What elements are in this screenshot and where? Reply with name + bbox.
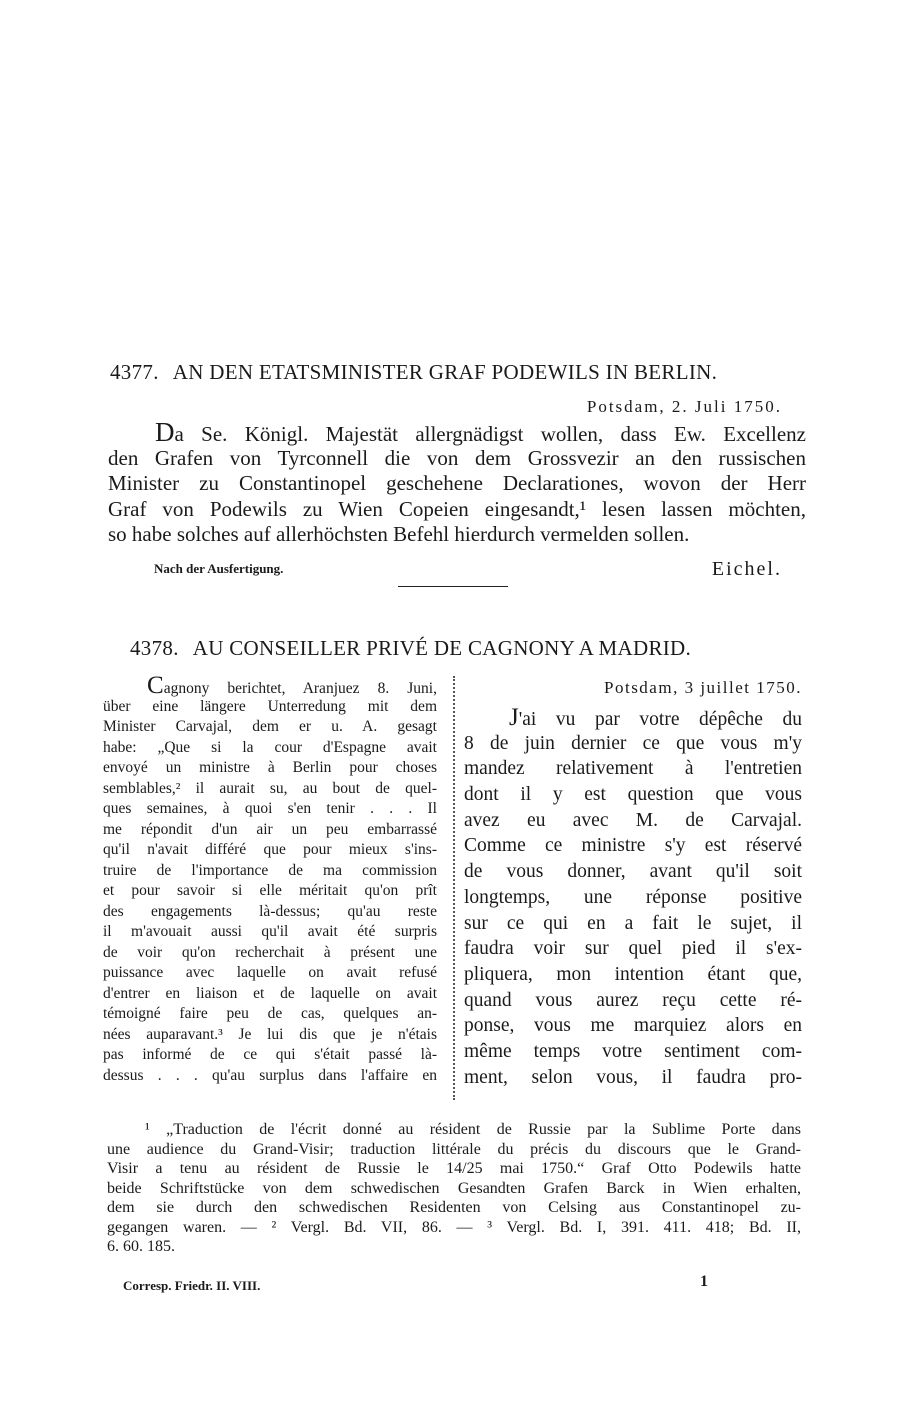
letter-4377-body bbox=[108, 417, 806, 548]
summary-line: d'entrer en liaison et de laquelle on avait bbox=[103, 984, 437, 1002]
summary-line: über eine längere Unterredung mit dem bbox=[103, 697, 437, 715]
summary-line: pas informé de ce qui s'était passé là- bbox=[103, 1046, 437, 1063]
body-line: ponse, vous me marquiez alors en bbox=[464, 1015, 802, 1037]
footnote-line: ¹ „Traduction de l'écrit donné au résident de Russie par la Sublime Porte dans bbox=[145, 1121, 801, 1138]
summary-line: de voir qu'on recherchait à présent une bbox=[103, 943, 437, 961]
summary-line: Minister Carvajal, dem er u. A. gesagt bbox=[103, 718, 437, 735]
sheet-number: 1 bbox=[700, 1273, 708, 1290]
body-line: longtemps, une réponse positive bbox=[464, 886, 802, 908]
summary-line: dessus . . . qu'au surplus dans l'affaire en bbox=[103, 1066, 437, 1084]
body-line: quand vous aurez reçu cette ré- bbox=[464, 989, 802, 1011]
body-line: mandez relativement à l'entretien bbox=[464, 758, 802, 780]
footer-signature-mark: Corresp. Friedr. II. VIII. bbox=[123, 1278, 261, 1293]
body-line: 8 de juin dernier ce que vous m'y bbox=[464, 732, 802, 754]
letter-4378-title: AU CONSEILLER PRIVÉ DE CAGNONY A MADRID. bbox=[192, 636, 692, 660]
summary-line: truire de l'importance de ma commission bbox=[103, 861, 437, 879]
letter-4377-dateline: Potsdam, 2. Juli 1750. bbox=[586, 397, 782, 416]
summary-line: puissance avec laquelle on avait refusé bbox=[103, 964, 437, 981]
body-line: Minister zu Constantinopel geschehene Declarationes, wovon der Herr bbox=[108, 471, 806, 495]
summary-line: témoigné faire peu de cas, quelques an- bbox=[103, 1005, 437, 1022]
letter-4378-body bbox=[464, 705, 802, 1090]
column-divider bbox=[453, 676, 455, 1100]
letter-4377-title: AN DEN ETATSMINISTER GRAF PODEWILS IN BERLIN. bbox=[172, 360, 718, 384]
summary-line: nées auparavant.³ Je lui dis que je n'étais bbox=[103, 1025, 437, 1043]
summary-line: Cagnony berichtet, Aranjuez 8. Juni, bbox=[147, 672, 437, 699]
drop-cap: J bbox=[509, 704, 519, 731]
source-note: Nach der Ausfertigung. bbox=[154, 561, 284, 576]
summary-line: semblables,² il aurait su, au bout de quel- bbox=[103, 779, 437, 797]
body-line: sur ce qui en a fait le sujet, il bbox=[464, 912, 802, 934]
body-line: faudra voir sur quel pied il s'ex- bbox=[464, 938, 802, 960]
footnote-line: Visir a tenu au résident de Russie le 14/25 mai 1750.“ Graf Otto Podewils hatte bbox=[107, 1160, 801, 1177]
body-line: Comme ce ministre s'y est réservé bbox=[464, 835, 802, 857]
drop-cap: D bbox=[155, 417, 175, 447]
summary-line: qu'il n'avait différé que pour mieux s'ins- bbox=[103, 841, 437, 858]
summary-line: des engagements là-dessus; qu'au reste bbox=[103, 902, 437, 920]
body-line: avez eu avec M. de Carvajal. bbox=[464, 809, 802, 831]
footnote-line: beide Schriftstücke von dem schwedischen Gesandten Grafen Barck in Wien erhalten, bbox=[107, 1179, 801, 1197]
body-line: so habe solches auf allerhöchsten Befehl hierdurch vermelden sollen. bbox=[108, 522, 690, 546]
footnotes bbox=[107, 1120, 801, 1257]
summary-line: et pour savoir si elle méritait qu'on prît bbox=[103, 882, 437, 899]
body-line: Graf von Podewils zu Wien Copeien eingesandt,¹ lesen lassen möchten, bbox=[108, 496, 806, 521]
body-line: pliquera, mon intention étant que, bbox=[464, 963, 802, 985]
summary-line: ques semaines, à quoi s'en tenir . . . Il bbox=[103, 800, 437, 817]
body-line: Da Se. Königl. Majestät allergnädigst wollen, dass Ew. Excellenz bbox=[155, 417, 806, 447]
body-line: ment, selon vous, il faudra pro- bbox=[464, 1066, 802, 1088]
summary-line: il m'avouait aussi qu'il avait été surpris bbox=[103, 923, 437, 940]
footnote-line: 6. 60. 185. bbox=[107, 1238, 175, 1255]
letter-4377-number: 4377. bbox=[110, 360, 159, 384]
letter-4378-heading bbox=[130, 636, 691, 661]
summary-line: envoyé un ministre à Berlin pour choses bbox=[103, 759, 437, 776]
body-line: de vous donner, avant qu'il soit bbox=[464, 861, 802, 883]
summary-line: me répondit d'un air un peu embarrassé bbox=[103, 820, 437, 838]
body-line: den Grafen von Tyrconnell die von dem Grossvezir an den russischen bbox=[108, 445, 806, 470]
letter-4378-number: 4378. bbox=[130, 636, 179, 660]
summary-column bbox=[103, 672, 437, 1086]
body-line: même temps votre sentiment com- bbox=[464, 1040, 802, 1062]
footnote-line: dem sie durch den schwedischen Residenten von Celsing aus Constantinopel zu- bbox=[107, 1199, 801, 1216]
footnote-line: gegangen waren. — ² Vergl. Bd. VII, 86. — ³ Vergl. Bd. I, 391. 411. 418; Bd. II, bbox=[107, 1218, 801, 1236]
letter-4378-dateline: Potsdam, 3 juillet 1750. bbox=[604, 678, 802, 697]
footnote-line: une audience du Grand-Visir; traduction littérale du précis du discours que le Grand- bbox=[107, 1140, 801, 1158]
body-line: J'ai vu par votre dépêche du bbox=[509, 704, 802, 731]
letter-4377-heading bbox=[110, 360, 717, 385]
body-line: dont il y est question que vous bbox=[464, 784, 802, 806]
drop-cap: C bbox=[147, 672, 164, 699]
signature: Eichel. bbox=[711, 558, 782, 580]
section-divider-rule bbox=[398, 586, 508, 587]
summary-line: habe: „Que si la cour d'Espagne avait bbox=[103, 738, 437, 756]
